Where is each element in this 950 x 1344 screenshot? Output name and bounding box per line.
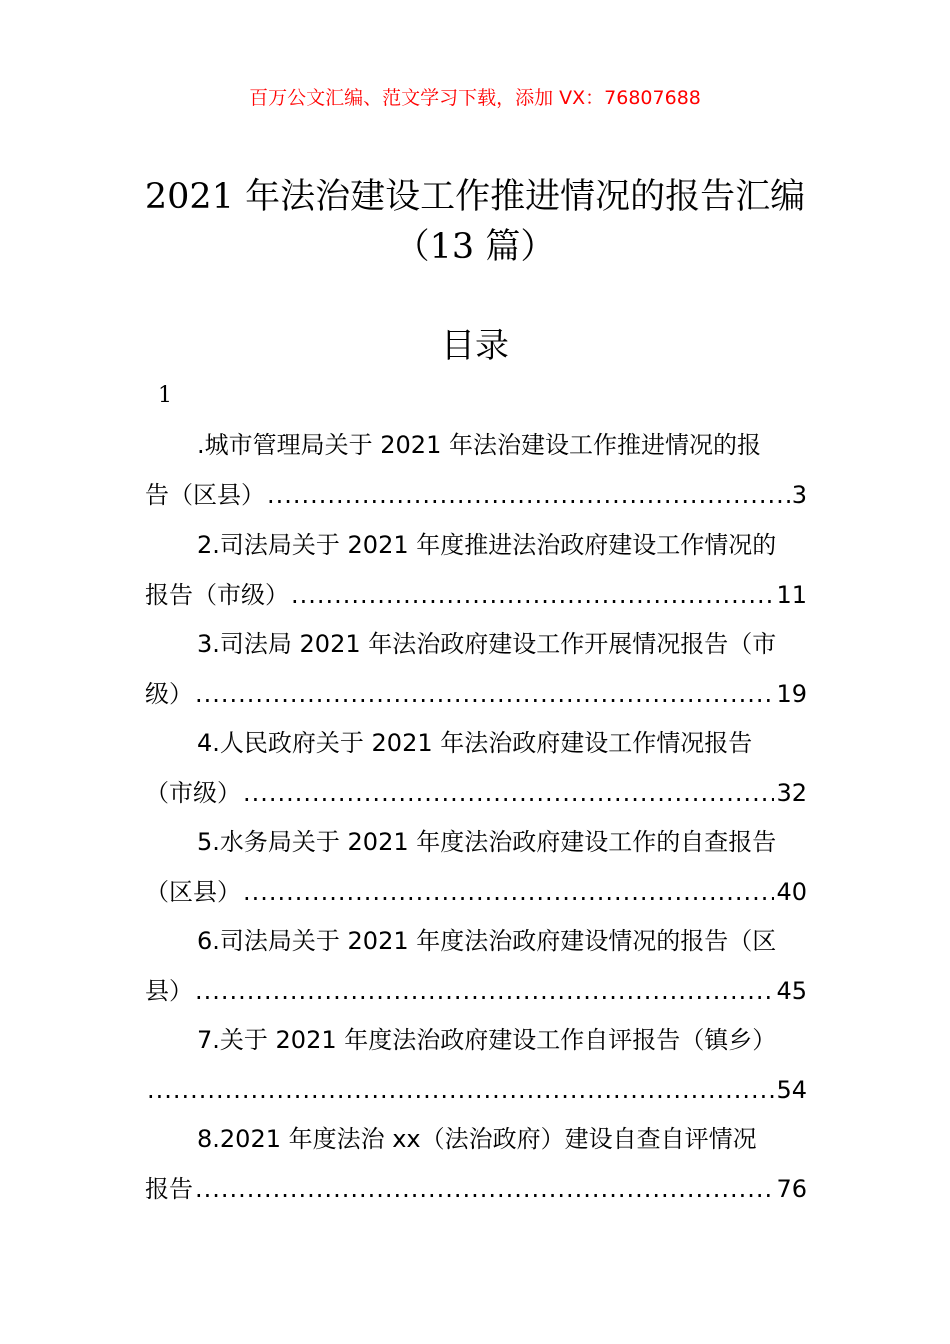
toc-entry-title: 2.司法局关于 2021 年度推进法治政府建设工作情况的 xyxy=(197,531,777,559)
toc-leader-dots xyxy=(243,867,774,917)
toc-page-number: 11 xyxy=(776,581,807,609)
toc-entry-continuation: 报告 xyxy=(145,1175,193,1203)
title-line-2: （13 篇） xyxy=(394,227,556,267)
header-banner: 百万公文汇编、范文学习下载，添加 VX：76807688 xyxy=(249,87,701,109)
toc-entry-continuation: 级） xyxy=(145,680,193,708)
toc-entry-title: 8.2021 年度法治 xx（法治政府）建设自查自评情况 xyxy=(197,1125,757,1153)
toc-entry-continuation: 报告（市级） xyxy=(145,581,289,609)
toc-entry-title: 3.司法局 2021 年法治政府建设工作开展情况报告（市 xyxy=(197,630,777,658)
toc-page-number: 32 xyxy=(776,779,807,807)
toc-entry[interactable] xyxy=(145,817,807,916)
toc-leader-dots xyxy=(195,1164,774,1214)
toc-entry-line2 xyxy=(145,966,807,1016)
toc-entry-continuation: 县） xyxy=(145,977,193,1005)
toc-heading: 目录 xyxy=(441,326,509,366)
toc-page-number: 3 xyxy=(791,481,807,509)
toc-page-number: 76 xyxy=(776,1175,807,1203)
toc-entry-line2 xyxy=(145,570,807,620)
toc-entry-line2 xyxy=(145,1065,807,1115)
toc-entry[interactable] xyxy=(145,916,807,1015)
toc-entry-line2 xyxy=(145,669,807,719)
toc-entry[interactable] xyxy=(145,520,807,619)
toc-page-number: 19 xyxy=(776,680,807,708)
toc-leader-dots xyxy=(195,669,774,719)
title-line-1: 2021 年法治建设工作推进情况的报告汇编 xyxy=(144,177,806,217)
toc-leader-dots xyxy=(267,470,790,520)
toc-leader-dots xyxy=(243,768,774,818)
toc-entry-continuation: （市级） xyxy=(145,779,241,807)
toc-entry-line2 xyxy=(145,768,807,818)
toc-entry-line2 xyxy=(145,1164,807,1214)
toc-page-number: 54 xyxy=(776,1076,807,1104)
toc-entry-line2 xyxy=(145,867,807,917)
toc-entry-continuation: 告（区县） xyxy=(145,481,265,509)
toc-leader-dots xyxy=(195,966,774,1016)
toc-leader-dots xyxy=(147,1065,774,1115)
toc-entry-title: 5.水务局关于 2021 年度法治政府建设工作的自查报告 xyxy=(197,828,777,856)
toc-entry-title: 4.人民政府关于 2021 年法治政府建设工作情况报告 xyxy=(197,729,753,757)
toc-entry[interactable] xyxy=(145,420,807,520)
toc-entry[interactable] xyxy=(145,1015,807,1114)
toc-entry[interactable] xyxy=(145,1114,807,1214)
toc-leader-dots xyxy=(291,570,774,620)
stray-number: 1 xyxy=(158,383,172,408)
table-of-contents xyxy=(145,420,807,1214)
toc-entry-title: .城市管理局关于 2021 年法治建设工作推进情况的报 xyxy=(197,431,761,459)
toc-entry-title: 6.司法局关于 2021 年度法治政府建设情况的报告（区 xyxy=(197,927,777,955)
toc-entry-line2 xyxy=(145,470,807,520)
toc-entry-title: 7.关于 2021 年度法治政府建设工作自评报告（镇乡） xyxy=(197,1026,777,1054)
toc-entry[interactable] xyxy=(145,718,807,817)
toc-page-number: 45 xyxy=(776,977,807,1005)
document-title xyxy=(60,172,890,272)
toc-entry[interactable] xyxy=(145,619,807,718)
toc-page-number: 40 xyxy=(776,878,807,906)
toc-entry-continuation: （区县） xyxy=(145,878,241,906)
